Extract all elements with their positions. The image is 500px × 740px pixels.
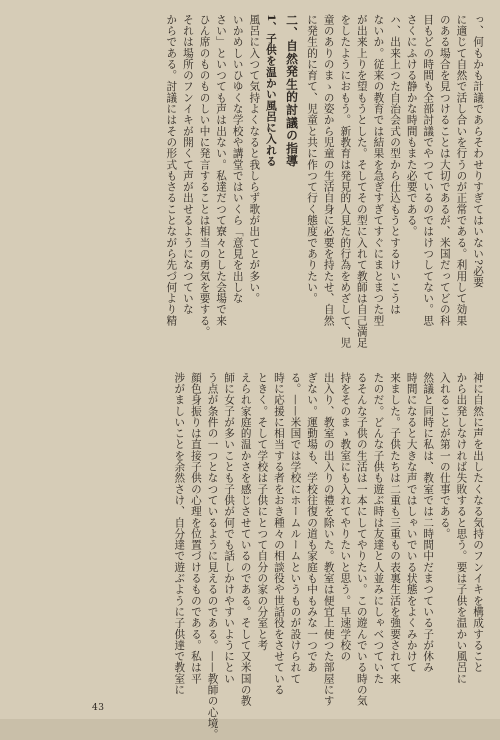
text-line: ハ、出来上つた自治会式の型から仕込もうとするけいこうは (389, 14, 402, 316)
text-line: 時間になると大きな声ではしゃいでいる状態をよくみかけて (405, 372, 418, 674)
text-line: に適じて自然で活し合いを行うのが正常である。利用して効果 (455, 14, 468, 327)
text-line: さくにふける静かな時間もまた必要である。 (405, 14, 418, 237)
text-line: る。——米国では学校にホームルームというものが設けられて (289, 372, 302, 685)
text-line: が出来上りを望もうとした。そしてその型に入れて教師は自己満足 (355, 14, 368, 349)
text-line: 顔色身振りは直接子供の心理を位置づけるものである。私は平 (189, 372, 202, 685)
text-line: から出発しなければ失敗すると思う。要は子供を温かい風呂に (455, 372, 468, 685)
sub-heading: 1、子供を温かい風呂に入れる (264, 14, 277, 167)
bottom-text-block (171, 372, 486, 740)
text-line: えられ家庭的温かさを感じさせているのである。そして又米国の教 (239, 372, 252, 707)
text-line: 童のありのまゝの姿から児童の生活自身に必要を持たせ、自然 (322, 14, 335, 327)
text-line: のある場合を見つけることは大切であるが、米国だってどの科 (438, 14, 451, 327)
text-line: をしたようにおもう。新教育は発見的人見た的行為をめざして、児 (339, 14, 352, 349)
text-line: に発生的に育て、児童と共に作つて行く態度でありたい。 (306, 14, 319, 304)
text-line: 神に自然に声を出したくなる気持のフンイキを構成すること (472, 372, 484, 674)
text-line: ないか。従来の教育では結果を急ぎすぎてすぐにまとまつた型 (372, 14, 385, 327)
text-line: 持をそのまゝ教室にも入れてやりたいと思う。早速学校の (339, 372, 352, 662)
text-line: たのだ。どんな子供も遊ぶ時は友達と人並みにしゃべつていた (372, 372, 385, 685)
text-line: 目もどの時間も全部討議でやつているのではけつしてない。思 (422, 14, 435, 327)
text-line: 出入り、教室の出入りの禮を除いた。教室は便宜上使つた部屋にす (322, 372, 335, 707)
text-line: 然議と同時に私は、教室では二時間中だまつている子が休み (422, 372, 435, 674)
text-line: 風呂に入つて気持よくなると我しらず歌が出てとが多い。 (248, 14, 261, 304)
text-line: ときく。そして学校は子供にとつて自分の家の分室と考 (256, 372, 269, 651)
text-line: ぎない。運動場も、学校往復の道も家庭も中もみな一つであ (306, 372, 319, 674)
text-line: う点が条件の一つとなつているように見えるのである。——教師の心境。 (206, 372, 219, 740)
text-line: からである。討議にはその形式もさることながら先づ何より精 (165, 14, 178, 327)
section-heading: 二、自然発生的討議の指導 (284, 14, 299, 168)
page-number: 43 (92, 703, 105, 713)
text-line: 来ました。子供たちは二重も三重もの表裏生活を強要されて来 (389, 372, 402, 685)
text-line: 師に女子が多いことも子供が何でも話しかけやすいようにとい (223, 372, 236, 685)
text-line: いかめしいひゆくな学校や講堂ではいくら「意見を出しな (231, 14, 244, 304)
top-text-block (163, 14, 486, 349)
text-line: 入れることが第一の仕事である。 (438, 372, 451, 540)
text-line: 涉がましいことを余然さけ、自分達で遊ぶように子供達で教室に (173, 372, 186, 696)
text-line: それは場所のフンイキが開くて声が出せるようになつていな (181, 14, 194, 316)
text-line: るそんな子供の生活は一本にしてやりたい。この遊んでいる時の気 (355, 372, 368, 707)
text-line: っ、何もかも計議であらそわせりすぎてはいない?必要 (472, 14, 484, 288)
text-line: 時に応援に相当する者をおき種々の相談役や世話役をさせている (272, 372, 285, 696)
text-line: ひん席のものものしい中に発言することは相当の勇気を要する。 (198, 14, 211, 338)
text-line: さい」といつても声は出ない。私達だつて寮々とした会場で来 (215, 14, 228, 327)
